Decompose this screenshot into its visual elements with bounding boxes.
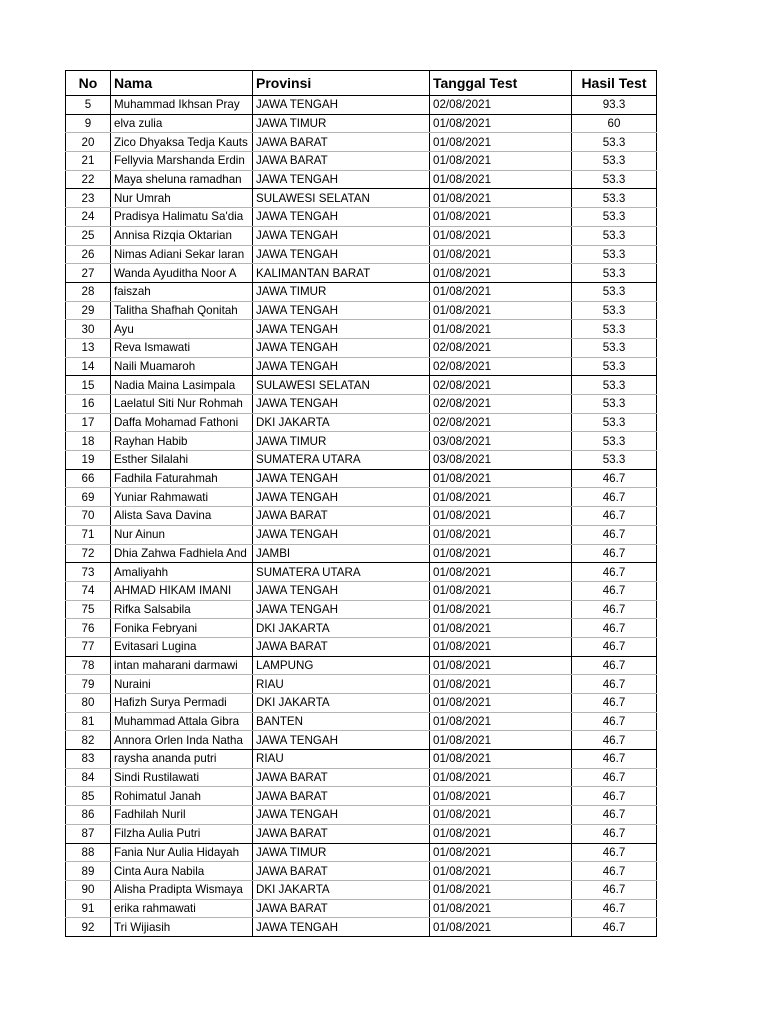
cell-nama: Annisa Rizqia Oktarian (111, 226, 253, 245)
table-row (66, 170, 657, 189)
cell-no: 21 (66, 152, 111, 171)
cell-provinsi: JAWA TIMUR (253, 843, 430, 862)
cell-hasil-test: 46.7 (572, 563, 657, 582)
cell-nama: Alisha Pradipta Wismaya (111, 880, 253, 899)
cell-hasil-test: 53.3 (572, 282, 657, 301)
cell-tanggal-test: 02/08/2021 (430, 96, 572, 115)
cell-tanggal-test: 01/08/2021 (430, 469, 572, 488)
cell-nama: Annora Orlen Inda Natha (111, 731, 253, 750)
cell-provinsi: RIAU (253, 675, 430, 694)
cell-nama: Ayu (111, 320, 253, 339)
cell-tanggal-test: 01/08/2021 (430, 133, 572, 152)
header-nama: Nama (111, 71, 253, 96)
cell-tanggal-test: 01/08/2021 (430, 208, 572, 227)
cell-tanggal-test: 03/08/2021 (430, 451, 572, 470)
cell-hasil-test: 46.7 (572, 880, 657, 899)
cell-hasil-test: 53.3 (572, 451, 657, 470)
cell-nama: Maya sheluna ramadhan (111, 170, 253, 189)
table-row (66, 712, 657, 731)
table-row (66, 862, 657, 881)
table-row (66, 824, 657, 843)
header-provinsi: Provinsi (253, 71, 430, 96)
table-row (66, 376, 657, 395)
cell-no: 72 (66, 544, 111, 563)
cell-hasil-test: 53.3 (572, 432, 657, 451)
cell-tanggal-test: 01/08/2021 (430, 862, 572, 881)
cell-provinsi: JAWA BARAT (253, 133, 430, 152)
cell-no: 78 (66, 656, 111, 675)
cell-nama: Nur Ainun (111, 525, 253, 544)
cell-tanggal-test: 01/08/2021 (430, 245, 572, 264)
cell-provinsi: JAWA TENGAH (253, 395, 430, 414)
cell-provinsi: JAMBI (253, 544, 430, 563)
cell-nama: Rayhan Habib (111, 432, 253, 451)
cell-tanggal-test: 01/08/2021 (430, 619, 572, 638)
cell-no: 69 (66, 488, 111, 507)
table-row (66, 507, 657, 526)
cell-provinsi: SUMATERA UTARA (253, 563, 430, 582)
cell-provinsi: JAWA BARAT (253, 152, 430, 171)
table-row (66, 357, 657, 376)
cell-tanggal-test: 01/08/2021 (430, 152, 572, 171)
cell-hasil-test: 53.3 (572, 301, 657, 320)
cell-tanggal-test: 02/08/2021 (430, 413, 572, 432)
cell-provinsi: JAWA BARAT (253, 787, 430, 806)
cell-provinsi: JAWA TENGAH (253, 806, 430, 825)
cell-tanggal-test: 02/08/2021 (430, 376, 572, 395)
table-row (66, 656, 657, 675)
cell-tanggal-test: 01/08/2021 (430, 824, 572, 843)
table-row (66, 880, 657, 899)
table-row (66, 301, 657, 320)
cell-provinsi: DKI JAKARTA (253, 694, 430, 713)
table-row (66, 899, 657, 918)
cell-tanggal-test: 01/08/2021 (430, 581, 572, 600)
cell-provinsi: DKI JAKARTA (253, 619, 430, 638)
cell-hasil-test: 46.7 (572, 712, 657, 731)
cell-tanggal-test: 01/08/2021 (430, 712, 572, 731)
cell-nama: Rohimatul Janah (111, 787, 253, 806)
cell-nama: Pradisya Halimatu Sa'dia (111, 208, 253, 227)
cell-tanggal-test: 02/08/2021 (430, 357, 572, 376)
cell-no: 28 (66, 282, 111, 301)
cell-provinsi: JAWA TIMUR (253, 432, 430, 451)
cell-nama: Amaliyahh (111, 563, 253, 582)
cell-tanggal-test: 01/08/2021 (430, 264, 572, 283)
table-row (66, 226, 657, 245)
cell-nama: Cinta Aura Nabila (111, 862, 253, 881)
cell-hasil-test: 46.7 (572, 768, 657, 787)
cell-tanggal-test: 01/08/2021 (430, 637, 572, 656)
cell-nama: Filzha Aulia Putri (111, 824, 253, 843)
table-row (66, 563, 657, 582)
cell-hasil-test: 46.7 (572, 507, 657, 526)
cell-nama: Naili Muamaroh (111, 357, 253, 376)
cell-no: 18 (66, 432, 111, 451)
cell-hasil-test: 53.3 (572, 357, 657, 376)
cell-nama: AHMAD HIKAM IMANI (111, 581, 253, 600)
cell-tanggal-test: 01/08/2021 (430, 731, 572, 750)
cell-hasil-test: 46.7 (572, 824, 657, 843)
cell-provinsi: JAWA TENGAH (253, 731, 430, 750)
cell-no: 25 (66, 226, 111, 245)
cell-nama: Esther Silalahi (111, 451, 253, 470)
cell-no: 90 (66, 880, 111, 899)
cell-nama: Reva Ismawati (111, 338, 253, 357)
cell-hasil-test: 46.7 (572, 581, 657, 600)
cell-nama: faiszah (111, 282, 253, 301)
table-row (66, 488, 657, 507)
cell-provinsi: JAWA TENGAH (253, 301, 430, 320)
cell-nama: Nimas Adiani Sekar laran (111, 245, 253, 264)
cell-provinsi: LAMPUNG (253, 656, 430, 675)
cell-provinsi: JAWA TENGAH (253, 208, 430, 227)
cell-hasil-test: 53.3 (572, 189, 657, 208)
table-row (66, 114, 657, 133)
cell-hasil-test: 46.7 (572, 787, 657, 806)
cell-no: 66 (66, 469, 111, 488)
cell-nama: Yuniar Rahmawati (111, 488, 253, 507)
cell-nama: Hafizh Surya Permadi (111, 694, 253, 713)
cell-tanggal-test: 01/08/2021 (430, 544, 572, 563)
table-row (66, 451, 657, 470)
cell-tanggal-test: 01/08/2021 (430, 694, 572, 713)
cell-tanggal-test: 01/08/2021 (430, 563, 572, 582)
cell-hasil-test: 46.7 (572, 544, 657, 563)
cell-hasil-test: 46.7 (572, 656, 657, 675)
cell-hasil-test: 53.3 (572, 338, 657, 357)
cell-no: 89 (66, 862, 111, 881)
cell-hasil-test: 46.7 (572, 750, 657, 769)
cell-no: 20 (66, 133, 111, 152)
table-row (66, 675, 657, 694)
cell-no: 77 (66, 637, 111, 656)
header-hasil-test: Hasil Test (572, 71, 657, 96)
cell-no: 80 (66, 694, 111, 713)
cell-no: 82 (66, 731, 111, 750)
table-row (66, 395, 657, 414)
results-table (65, 70, 657, 937)
header-no: No (66, 71, 111, 96)
cell-hasil-test: 46.7 (572, 843, 657, 862)
cell-no: 22 (66, 170, 111, 189)
cell-nama: Fania Nur Aulia Hidayah (111, 843, 253, 862)
cell-no: 74 (66, 581, 111, 600)
cell-no: 24 (66, 208, 111, 227)
cell-provinsi: JAWA TENGAH (253, 96, 430, 115)
cell-provinsi: DKI JAKARTA (253, 880, 430, 899)
cell-provinsi: JAWA TENGAH (253, 338, 430, 357)
cell-nama: erika rahmawati (111, 899, 253, 918)
cell-no: 29 (66, 301, 111, 320)
cell-nama: Fonika Febryani (111, 619, 253, 638)
table-row (66, 581, 657, 600)
cell-no: 73 (66, 563, 111, 582)
cell-nama: Sindi Rustilawati (111, 768, 253, 787)
cell-tanggal-test: 01/08/2021 (430, 656, 572, 675)
cell-no: 85 (66, 787, 111, 806)
cell-nama: Alista Sava Davina (111, 507, 253, 526)
cell-no: 84 (66, 768, 111, 787)
cell-nama: Wanda Ayuditha Noor A (111, 264, 253, 283)
cell-nama: Nur Umrah (111, 189, 253, 208)
cell-provinsi: JAWA BARAT (253, 507, 430, 526)
cell-hasil-test: 46.7 (572, 806, 657, 825)
table-row (66, 320, 657, 339)
cell-tanggal-test: 01/08/2021 (430, 170, 572, 189)
cell-provinsi: JAWA BARAT (253, 637, 430, 656)
cell-provinsi: JAWA TIMUR (253, 282, 430, 301)
cell-provinsi: JAWA BARAT (253, 768, 430, 787)
cell-no: 75 (66, 600, 111, 619)
cell-provinsi: JAWA TENGAH (253, 320, 430, 339)
cell-provinsi: JAWA TENGAH (253, 581, 430, 600)
cell-nama: Zico Dhyaksa Tedja Kauts (111, 133, 253, 152)
cell-hasil-test: 46.7 (572, 731, 657, 750)
cell-provinsi: JAWA BARAT (253, 899, 430, 918)
table-row (66, 637, 657, 656)
cell-hasil-test: 53.3 (572, 208, 657, 227)
table-row (66, 544, 657, 563)
cell-no: 81 (66, 712, 111, 731)
cell-hasil-test: 53.3 (572, 133, 657, 152)
cell-provinsi: SULAWESI SELATAN (253, 189, 430, 208)
cell-tanggal-test: 01/08/2021 (430, 750, 572, 769)
cell-nama: Muhammad Ikhsan Pray (111, 96, 253, 115)
table-row (66, 264, 657, 283)
cell-tanggal-test: 01/08/2021 (430, 507, 572, 526)
cell-hasil-test: 46.7 (572, 675, 657, 694)
cell-hasil-test: 46.7 (572, 525, 657, 544)
cell-nama: Daffa Mohamad Fathoni (111, 413, 253, 432)
cell-tanggal-test: 01/08/2021 (430, 918, 572, 937)
cell-hasil-test: 46.7 (572, 600, 657, 619)
table-row (66, 843, 657, 862)
cell-hasil-test: 46.7 (572, 469, 657, 488)
cell-tanggal-test: 01/08/2021 (430, 600, 572, 619)
cell-tanggal-test: 01/08/2021 (430, 880, 572, 899)
cell-tanggal-test: 01/08/2021 (430, 282, 572, 301)
cell-provinsi: JAWA TENGAH (253, 170, 430, 189)
cell-tanggal-test: 01/08/2021 (430, 843, 572, 862)
cell-tanggal-test: 01/08/2021 (430, 488, 572, 507)
cell-no: 14 (66, 357, 111, 376)
cell-nama: Dhia Zahwa Fadhiela And (111, 544, 253, 563)
cell-tanggal-test: 02/08/2021 (430, 338, 572, 357)
cell-tanggal-test: 01/08/2021 (430, 787, 572, 806)
cell-hasil-test: 46.7 (572, 694, 657, 713)
cell-nama: Evitasari Lugina (111, 637, 253, 656)
table-row (66, 469, 657, 488)
cell-tanggal-test: 01/08/2021 (430, 226, 572, 245)
cell-no: 91 (66, 899, 111, 918)
table-row (66, 282, 657, 301)
cell-tanggal-test: 01/08/2021 (430, 189, 572, 208)
cell-nama: Fadhila Faturahmah (111, 469, 253, 488)
cell-provinsi: JAWA TENGAH (253, 226, 430, 245)
cell-no: 13 (66, 338, 111, 357)
cell-nama: Muhammad Attala Gibra (111, 712, 253, 731)
cell-no: 83 (66, 750, 111, 769)
cell-provinsi: RIAU (253, 750, 430, 769)
cell-hasil-test: 60 (572, 114, 657, 133)
cell-nama: Tri Wijiasih (111, 918, 253, 937)
cell-no: 30 (66, 320, 111, 339)
cell-no: 76 (66, 619, 111, 638)
cell-no: 17 (66, 413, 111, 432)
table-row (66, 413, 657, 432)
table-row (66, 96, 657, 115)
cell-nama: intan maharani darmawi (111, 656, 253, 675)
cell-no: 27 (66, 264, 111, 283)
cell-no: 26 (66, 245, 111, 264)
cell-nama: Nuraini (111, 675, 253, 694)
cell-provinsi: DKI JAKARTA (253, 413, 430, 432)
cell-no: 16 (66, 395, 111, 414)
cell-tanggal-test: 03/08/2021 (430, 432, 572, 451)
table-row (66, 432, 657, 451)
header-tanggal-test: Tanggal Test (430, 71, 572, 96)
table-row (66, 918, 657, 937)
cell-no: 92 (66, 918, 111, 937)
cell-nama: Fellyvia Marshanda Erdin (111, 152, 253, 171)
table-row (66, 338, 657, 357)
cell-hasil-test: 93.3 (572, 96, 657, 115)
table-row (66, 189, 657, 208)
cell-nama: Nadia Maina Lasimpala (111, 376, 253, 395)
table-row (66, 525, 657, 544)
cell-hasil-test: 53.3 (572, 376, 657, 395)
table-header (66, 71, 657, 96)
cell-no: 9 (66, 114, 111, 133)
cell-tanggal-test: 01/08/2021 (430, 768, 572, 787)
cell-no: 88 (66, 843, 111, 862)
cell-hasil-test: 53.3 (572, 152, 657, 171)
cell-tanggal-test: 01/08/2021 (430, 320, 572, 339)
table-row (66, 694, 657, 713)
cell-provinsi: JAWA TENGAH (253, 525, 430, 544)
cell-hasil-test: 53.3 (572, 226, 657, 245)
table-row (66, 133, 657, 152)
cell-provinsi: JAWA TENGAH (253, 488, 430, 507)
cell-no: 79 (66, 675, 111, 694)
cell-provinsi: JAWA TENGAH (253, 918, 430, 937)
cell-tanggal-test: 01/08/2021 (430, 806, 572, 825)
table-row (66, 208, 657, 227)
cell-nama: Laelatul Siti Nur Rohmah (111, 395, 253, 414)
table-body (66, 96, 657, 937)
cell-provinsi: KALIMANTAN BARAT (253, 264, 430, 283)
cell-tanggal-test: 01/08/2021 (430, 114, 572, 133)
cell-no: 19 (66, 451, 111, 470)
table-row (66, 806, 657, 825)
cell-provinsi: BANTEN (253, 712, 430, 731)
cell-hasil-test: 53.3 (572, 395, 657, 414)
table-row (66, 152, 657, 171)
cell-provinsi: JAWA BARAT (253, 824, 430, 843)
cell-hasil-test: 46.7 (572, 899, 657, 918)
cell-hasil-test: 46.7 (572, 637, 657, 656)
cell-tanggal-test: 02/08/2021 (430, 395, 572, 414)
table-row (66, 619, 657, 638)
cell-tanggal-test: 01/08/2021 (430, 525, 572, 544)
cell-no: 15 (66, 376, 111, 395)
cell-hasil-test: 53.3 (572, 170, 657, 189)
cell-tanggal-test: 01/08/2021 (430, 899, 572, 918)
cell-no: 87 (66, 824, 111, 843)
cell-tanggal-test: 01/08/2021 (430, 301, 572, 320)
cell-no: 86 (66, 806, 111, 825)
cell-hasil-test: 46.7 (572, 918, 657, 937)
cell-hasil-test: 53.3 (572, 413, 657, 432)
cell-provinsi: JAWA TENGAH (253, 469, 430, 488)
table-row (66, 768, 657, 787)
cell-provinsi: JAWA TENGAH (253, 357, 430, 376)
table-row (66, 245, 657, 264)
cell-no: 5 (66, 96, 111, 115)
cell-hasil-test: 53.3 (572, 320, 657, 339)
cell-nama: Rifka Salsabila (111, 600, 253, 619)
cell-provinsi: JAWA BARAT (253, 862, 430, 881)
cell-provinsi: JAWA TENGAH (253, 600, 430, 619)
cell-hasil-test: 46.7 (572, 619, 657, 638)
table-row (66, 600, 657, 619)
cell-hasil-test: 46.7 (572, 862, 657, 881)
cell-no: 71 (66, 525, 111, 544)
cell-hasil-test: 53.3 (572, 245, 657, 264)
cell-hasil-test: 53.3 (572, 264, 657, 283)
cell-hasil-test: 46.7 (572, 488, 657, 507)
cell-no: 23 (66, 189, 111, 208)
cell-provinsi: JAWA TIMUR (253, 114, 430, 133)
cell-tanggal-test: 01/08/2021 (430, 675, 572, 694)
header-row (66, 71, 657, 96)
table-row (66, 731, 657, 750)
cell-provinsi: SUMATERA UTARA (253, 451, 430, 470)
cell-nama: Talitha Shafhah Qonitah (111, 301, 253, 320)
table-row (66, 750, 657, 769)
cell-provinsi: JAWA TENGAH (253, 245, 430, 264)
cell-nama: raysha ananda putri (111, 750, 253, 769)
cell-provinsi: SULAWESI SELATAN (253, 376, 430, 395)
cell-nama: Fadhilah Nuril (111, 806, 253, 825)
cell-nama: elva zulia (111, 114, 253, 133)
cell-no: 70 (66, 507, 111, 526)
table-row (66, 787, 657, 806)
